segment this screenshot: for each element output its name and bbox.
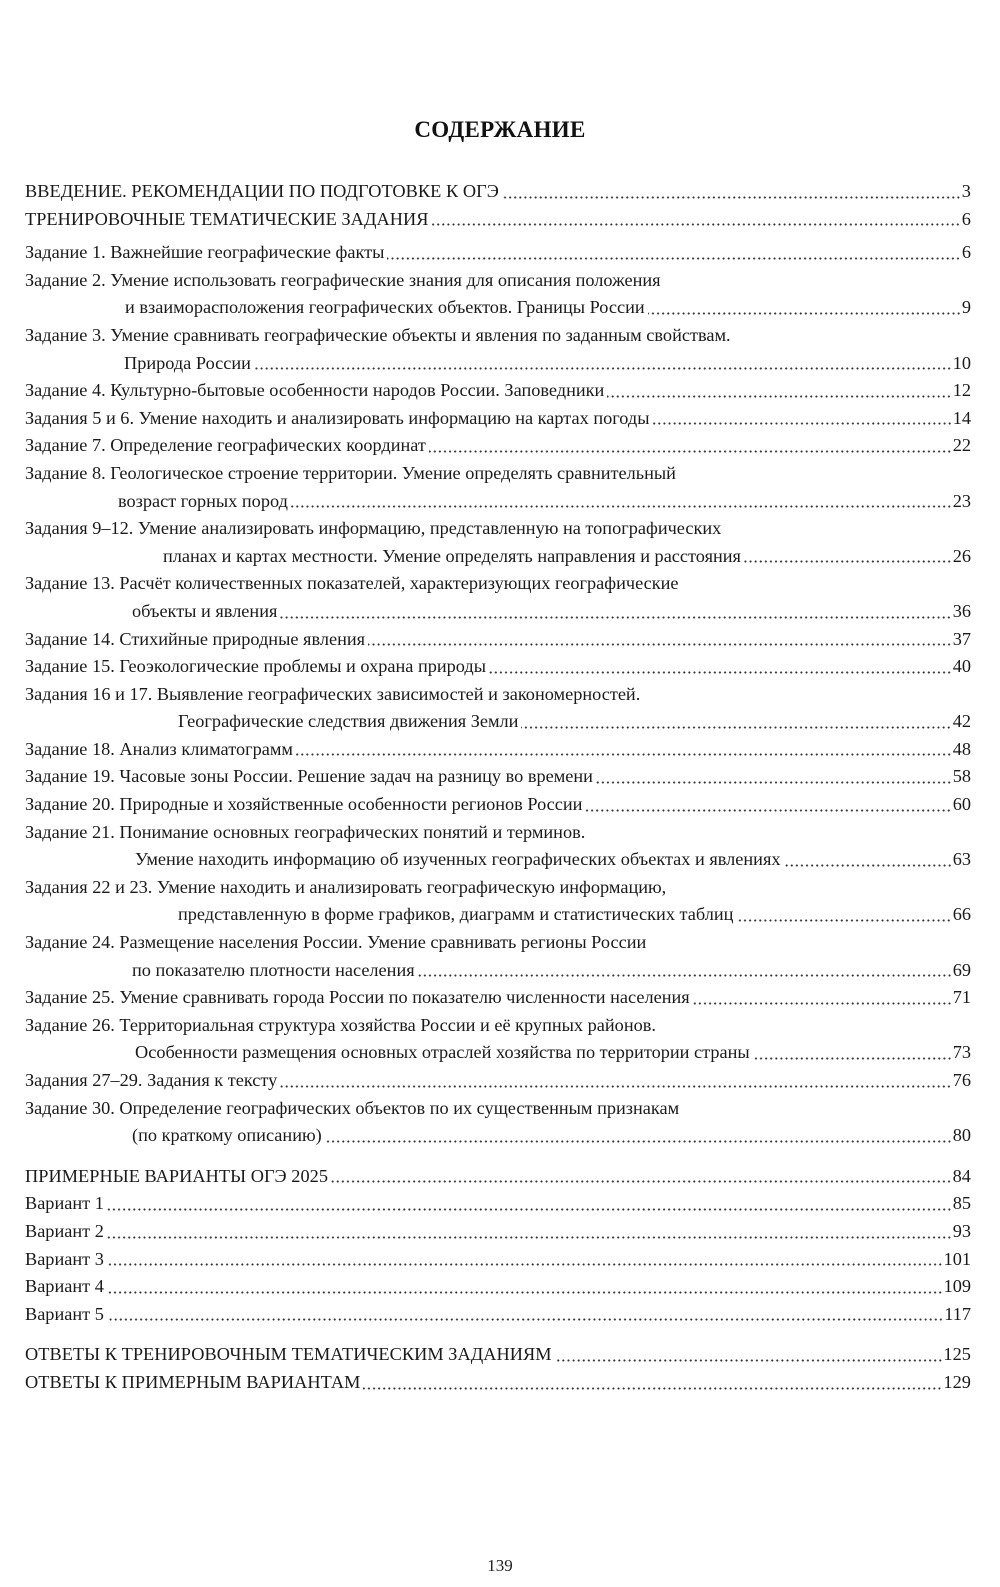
toc-entry-text: Задание 24. Размещение населения России. Умение сравнивать регионы России	[25, 932, 647, 953]
toc-task-entry[interactable]	[25, 1067, 971, 1095]
toc-task-line[interactable]	[25, 239, 971, 267]
toc-task-line[interactable]	[25, 377, 971, 405]
dot-leader	[325, 1140, 952, 1143]
dot-leader	[254, 367, 952, 370]
toc-task-line[interactable]	[25, 681, 971, 709]
toc-task-entry[interactable]	[25, 322, 971, 377]
dot-leader	[753, 1057, 952, 1060]
dot-leader	[387, 257, 960, 260]
toc-entry-text: Задание 1. Важнейшие географические факты	[25, 242, 385, 263]
toc-answers-entry[interactable]	[25, 1341, 971, 1369]
dot-leader	[107, 1263, 943, 1266]
toc-entry-text: представленную в форме графиков, диаграмм и статистических таблиц	[178, 904, 734, 925]
toc-task-entry[interactable]	[25, 929, 971, 984]
dot-leader	[736, 919, 951, 922]
toc-page-number: 109	[943, 1276, 971, 1297]
toc-entry-text: Задание 2. Умение использовать географические знания для описания положения	[25, 269, 661, 290]
toc-entry-text: Умение находить информацию об изученных географических объектах и явлениях	[135, 849, 781, 870]
toc-task-entry[interactable]	[25, 874, 971, 929]
toc-entry-text: Задание 20. Природные и хозяйственные особенности регионов России	[25, 794, 583, 815]
dot-leader	[280, 616, 951, 619]
toc-entry-text: ВВЕДЕНИЕ. РЕКОМЕНДАЦИИ ПО ПОДГОТОВКЕ К ОГЭ	[25, 181, 499, 201]
toc-task-line[interactable]	[25, 322, 971, 350]
toc-entry-text: объекты и явления	[132, 600, 278, 621]
toc-page-number: 84	[952, 1165, 971, 1186]
toc-entry-text: Вариант 2	[25, 1220, 104, 1241]
toc-task-line[interactable]	[25, 626, 971, 654]
toc-entry-text: ТРЕНИРОВОЧНЫЕ ТЕМАТИЧЕСКИЕ ЗАДАНИЯ	[25, 208, 429, 229]
toc-entry-text: Задание 15. Геоэкологические проблемы и охрана природы	[25, 656, 487, 677]
toc-task-entry[interactable]	[25, 515, 971, 570]
toc-task-line[interactable]	[25, 515, 971, 543]
toc-entry-text: Задания 9–12. Умение анализировать информацию, представленную на топографических	[25, 518, 722, 539]
dot-leader	[418, 974, 952, 977]
toc-section-answers	[25, 1341, 971, 1396]
dot-leader	[107, 1236, 952, 1239]
toc-entry-text: Задание 19. Часовые зоны России. Решение задач на разницу во времени	[25, 766, 593, 787]
dot-leader	[331, 1180, 952, 1183]
toc-entry-text: Задание 8. Геологическое строение территории. Умение определять сравнительный	[25, 462, 676, 483]
toc-task-line[interactable]	[25, 1012, 971, 1040]
toc-entry-text: Вариант 3	[25, 1248, 104, 1269]
toc-task-line[interactable]	[25, 736, 971, 764]
dot-leader	[502, 196, 961, 199]
dot-leader	[607, 395, 951, 398]
toc-task-line[interactable]	[25, 653, 971, 681]
toc-task-line[interactable]	[25, 929, 971, 957]
toc-task-line-continued[interactable]	[25, 708, 971, 736]
toc-task-entry[interactable]	[25, 377, 971, 405]
toc-section-variants	[25, 1163, 971, 1329]
dot-leader	[693, 1002, 952, 1005]
toc-entry-text: Задание 21. Понимание основных географических понятий и терминов.	[25, 821, 586, 842]
toc-entry-training-section[interactable]	[25, 206, 971, 234]
toc-entry-text: Особенности размещения основных отраслей хозяйства по территории страны	[135, 1042, 750, 1063]
toc-entry-text: Природа России	[124, 352, 251, 373]
toc-task-line[interactable]	[25, 874, 971, 902]
toc-task-entry[interactable]	[25, 267, 971, 322]
toc-page-number: 80	[952, 1125, 971, 1146]
toc-entry-text: Задание 30. Определение географических объектов по их существенным признакам	[25, 1097, 680, 1118]
toc-task-entry[interactable]	[25, 626, 971, 654]
toc-task-entry[interactable]	[25, 1095, 971, 1150]
dot-leader	[521, 726, 951, 729]
toc-page-number: 63	[952, 849, 971, 870]
toc-entry-text: ОТВЕТЫ К ПРИМЕРНЫМ ВАРИАНТАМ	[25, 1371, 361, 1392]
dot-leader	[596, 781, 952, 784]
toc-task-line[interactable]	[25, 791, 971, 819]
toc-entry-text: Задание 3. Умение сравнивать географические объекты и явления по заданным свойствам.	[25, 324, 731, 345]
toc-task-line[interactable]	[25, 1067, 971, 1095]
toc-answers-entry[interactable]	[25, 1369, 971, 1397]
dot-leader	[107, 1291, 943, 1294]
dot-leader	[653, 422, 952, 425]
page-title: СОДЕРЖАНИЕ	[414, 117, 586, 142]
toc-page-number: 58	[952, 766, 971, 787]
toc-task-line-continued[interactable]	[25, 598, 971, 626]
toc-task-line-continued[interactable]	[25, 846, 971, 874]
toc-page-number: 73	[952, 1042, 971, 1063]
toc-page-number: 85	[952, 1193, 971, 1214]
toc-page-number: 71	[952, 987, 971, 1008]
toc-task-entry[interactable]	[25, 570, 971, 625]
toc-page-number: 22	[952, 435, 971, 456]
toc-page-number: 12	[952, 380, 971, 401]
toc-page-number: 14	[952, 407, 971, 428]
toc-variant-list	[25, 1190, 971, 1328]
toc-task-line-continued[interactable]	[25, 350, 971, 378]
toc-page-number: 3	[961, 181, 971, 201]
toc-task-line[interactable]	[25, 432, 971, 460]
toc-task-line-continued[interactable]	[25, 1039, 971, 1067]
toc-task-entry[interactable]	[25, 791, 971, 819]
toc-page-number: 9	[961, 297, 971, 318]
toc-variant-entry[interactable]	[25, 1301, 971, 1329]
dot-leader	[431, 223, 960, 226]
toc-task-list	[25, 239, 971, 1150]
dot-leader	[744, 560, 952, 563]
toc-task-line[interactable]	[25, 1095, 971, 1123]
dot-leader	[280, 1085, 951, 1088]
toc-task-entry[interactable]	[25, 432, 971, 460]
toc-task-entry[interactable]	[25, 653, 971, 681]
toc-entry-text: по показателю плотности населения	[132, 959, 415, 980]
toc-page-number: 48	[952, 738, 971, 759]
toc-page-number: 40	[952, 656, 971, 677]
dot-leader	[429, 450, 952, 453]
toc-page-number: 76	[952, 1070, 971, 1090]
toc-entry-text: Задания 16 и 17. Выявление географических зависимостей и закономерностей.	[25, 683, 641, 704]
toc-task-entry[interactable]	[25, 984, 971, 1012]
toc-task-line-continued[interactable]	[25, 294, 971, 322]
toc-task-entry[interactable]	[25, 460, 971, 515]
dot-leader	[107, 1318, 943, 1321]
toc-task-line[interactable]	[25, 763, 971, 791]
page-number: 139	[487, 1556, 513, 1575]
toc-page-number: 26	[952, 545, 971, 566]
toc-entry-text: возраст горных пород	[118, 490, 288, 511]
toc-task-entry[interactable]	[25, 763, 971, 791]
toc-variant-entry[interactable]	[25, 1273, 971, 1301]
toc-entry-text: Задания 5 и 6. Умение находить и анализировать информацию на картах погоды	[25, 407, 650, 428]
toc-task-line[interactable]	[25, 819, 971, 847]
dot-leader	[107, 1208, 952, 1211]
toc-entry-text: Географические следствия движения Земли	[178, 711, 519, 732]
toc-variant-entry[interactable]	[25, 1246, 971, 1274]
toc-entry-text: Вариант 1	[25, 1193, 104, 1214]
toc-task-line-continued[interactable]	[25, 543, 971, 571]
toc-page-number: 60	[952, 794, 971, 815]
toc-task-line[interactable]	[25, 405, 971, 433]
toc-entry-text: и взаиморасположения географических объектов. Границы России	[125, 297, 645, 318]
toc-page-number: 93	[952, 1220, 971, 1241]
dot-leader	[648, 312, 961, 315]
toc-task-line-continued[interactable]	[25, 488, 971, 516]
toc-variant-entry[interactable]	[25, 1190, 971, 1218]
toc-entry-variants-section[interactable]	[25, 1163, 971, 1191]
toc-entry-text: Задание 26. Территориальная структура хозяйства России и её крупных районов.	[25, 1014, 656, 1035]
toc-task-entry[interactable]	[25, 1012, 971, 1067]
toc-entry-text: Задание 14. Стихийные природные явления	[25, 628, 366, 649]
toc-page-number: 23	[952, 490, 971, 511]
toc-page-number: 66	[952, 904, 971, 925]
toc-page-number: 101	[943, 1248, 971, 1269]
toc-task-entry[interactable]	[25, 736, 971, 764]
dot-leader	[363, 1387, 942, 1390]
toc-task-line-continued[interactable]	[25, 1122, 971, 1150]
toc-entry-text: Задание 25. Умение сравнивать города России по показателю численности населения	[25, 987, 690, 1008]
toc-page-number: 10	[952, 352, 971, 373]
toc-task-line[interactable]	[25, 570, 971, 598]
dot-leader	[489, 671, 952, 674]
toc-task-entry[interactable]	[25, 681, 971, 736]
toc-entry-text: Вариант 5	[25, 1303, 104, 1324]
toc-section-intro	[25, 178, 971, 233]
toc-entry-intro[interactable]	[25, 178, 971, 206]
toc-entry-text: (по краткому описанию)	[132, 1125, 322, 1146]
toc-page-number: 36	[952, 600, 971, 621]
toc-page-number: 6	[961, 242, 971, 263]
toc-entry-text: Задания 27–29. Задания к тексту	[25, 1070, 278, 1090]
toc-page-number: 129	[943, 1371, 971, 1392]
toc-page-number: 125	[943, 1344, 971, 1365]
toc-page-number: 6	[961, 208, 971, 229]
dot-leader	[585, 809, 951, 812]
toc-task-line-continued[interactable]	[25, 901, 971, 929]
toc-page-number: 117	[944, 1303, 971, 1324]
toc-page-number: 37	[952, 628, 971, 649]
toc-task-line[interactable]	[25, 267, 971, 295]
toc-entry-text: Задания 22 и 23. Умение находить и анализировать географическую информацию,	[25, 876, 667, 897]
dot-leader	[296, 753, 952, 756]
dot-leader	[291, 505, 952, 508]
toc-task-entry[interactable]	[25, 405, 971, 433]
dot-leader	[784, 864, 952, 867]
toc-task-line[interactable]	[25, 984, 971, 1012]
dot-leader	[555, 1359, 943, 1362]
toc-task-line-continued[interactable]	[25, 957, 971, 985]
toc-entry-text: Задание 4. Культурно-бытовые особенности народов России. Заповедники	[25, 380, 605, 401]
toc-entry-text: ОТВЕТЫ К ТРЕНИРОВОЧНЫМ ТЕМАТИЧЕСКИМ ЗАДАНИЯМ	[25, 1344, 552, 1365]
toc-variant-entry[interactable]	[25, 1218, 971, 1246]
toc-entry-text: Задание 18. Анализ климатограмм	[25, 738, 293, 759]
toc-entry-text: Задание 13. Расчёт количественных показателей, характеризующих географические	[25, 573, 679, 594]
toc-page-number: 42	[952, 711, 971, 732]
toc-entry-text: планах и картах местности. Умение определять направления и расстояния	[163, 545, 741, 566]
toc-task-line[interactable]	[25, 460, 971, 488]
toc-entry-text: Задание 7. Определение географических координат	[25, 435, 426, 456]
toc-entry-text: Вариант 4	[25, 1276, 104, 1297]
toc-entry-text: ПРИМЕРНЫЕ ВАРИАНТЫ ОГЭ 2025	[25, 1165, 329, 1186]
toc-task-entry[interactable]	[25, 239, 971, 267]
dot-leader	[368, 643, 952, 646]
toc-page-number: 69	[952, 959, 971, 980]
table-of-contents	[25, 178, 971, 1397]
toc-task-entry[interactable]	[25, 819, 971, 874]
